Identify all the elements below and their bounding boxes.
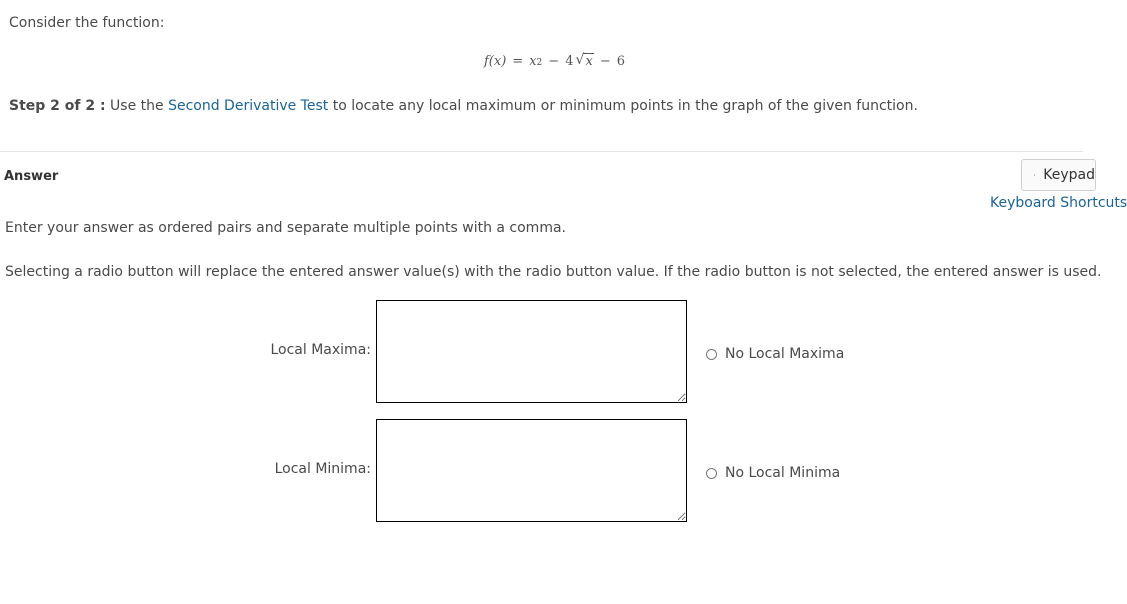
question-intro: Consider the function: [9, 15, 165, 31]
keypad-button[interactable] [1021, 159, 1096, 191]
step-label: Step 2 of 2 : [9, 98, 106, 114]
local-minima-label: Local Minima: [274, 461, 371, 477]
step-instruction [9, 97, 918, 115]
answer-heading: Answer [4, 169, 59, 184]
formula-term1-exp: 2 [536, 58, 543, 68]
formula-equals: = [512, 54, 524, 69]
answer-instruction: Enter your answer as ordered pairs and separate multiple points with a comma. [5, 220, 566, 236]
formula-coef: 4 [565, 54, 574, 69]
function-formula [484, 54, 625, 69]
no-local-minima-label: No Local Minima [725, 465, 841, 481]
formula-term1-base: x [529, 54, 537, 69]
no-local-maxima-radio[interactable] [706, 345, 844, 363]
keyboard-shortcuts-link[interactable]: Keyboard Shortcuts [990, 195, 1127, 211]
step-text-after: to locate any local maximum or minimum points in the graph of the given function. [332, 98, 918, 114]
formula-radicand: x [585, 54, 593, 69]
radio-circle-icon[interactable] [706, 349, 717, 360]
formula-minus-2: − [599, 54, 611, 69]
keypad-icon [1034, 169, 1035, 181]
local-maxima-input[interactable] [376, 300, 687, 403]
radio-circle-icon[interactable] [706, 468, 717, 479]
radio-button-note: Selecting a radio button will replace the entered answer value(s) with the radio button value. If the radio button is not selected, the entered answer is used. [5, 264, 1102, 280]
no-local-maxima-label: No Local Maxima [725, 346, 845, 362]
local-minima-input[interactable] [376, 419, 687, 522]
sqrt-icon: √ x [575, 52, 593, 69]
formula-minus-1: − [548, 54, 560, 69]
step-text-before: Use the [110, 98, 164, 114]
second-derivative-test-link[interactable]: Second Derivative Test [168, 98, 329, 114]
formula-constant: 6 [616, 54, 625, 69]
no-local-minima-radio[interactable] [706, 464, 840, 482]
local-maxima-label: Local Maxima: [270, 342, 371, 358]
formula-lhs: f(x) [484, 54, 507, 69]
keypad-label: Keypad [1043, 167, 1095, 183]
section-divider [0, 151, 1083, 152]
